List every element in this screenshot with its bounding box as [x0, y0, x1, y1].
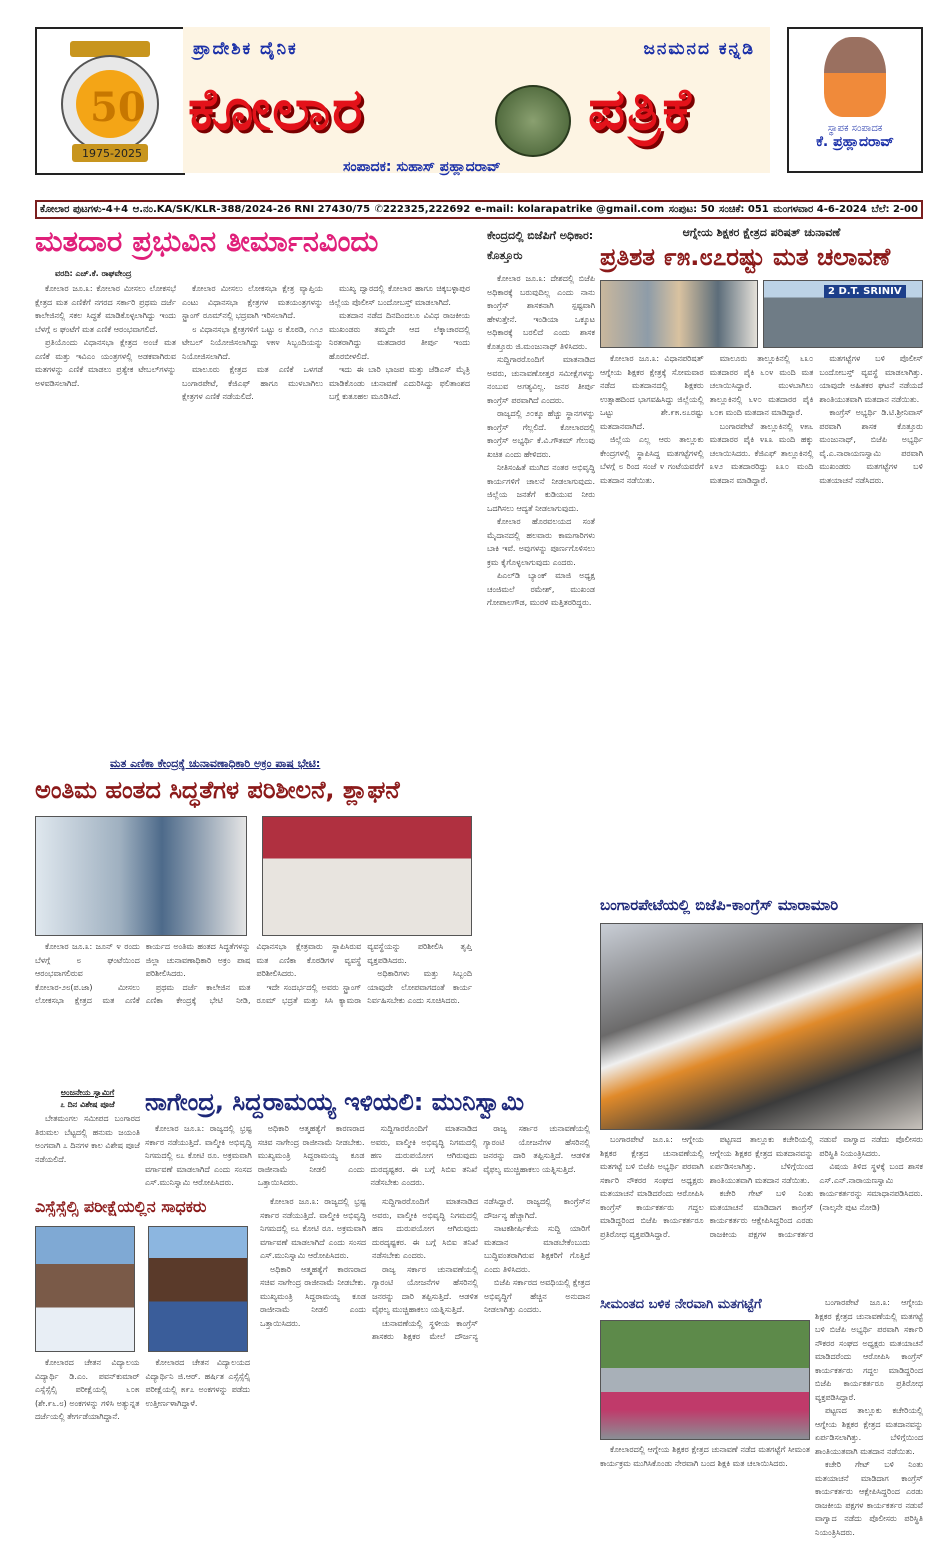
issue-info-bar [35, 200, 923, 219]
article-paragraph: ಜಿಲ್ಲೆಯ ಎಲ್ಲ ಆರು ತಾಲ್ಲೂಕು ಕೇಂದ್ರಗಳಲ್ಲಿ ಸ್ಥಾಪಿಸಿದ್ದ ಮತಗಟ್ಟೆಗಳಲ್ಲಿ ಬೆಳಗ್ಗೆ ೮ ರಿಂದ ಸಂಜೆ ೪ ಗಂಟೆಯವರೆಗೆ ಮತದಾನ ನಡೆಯಿತು. [600, 435, 704, 485]
article-paragraph: ಅಧಿಕಾರಿ ಆತ್ಮಹತ್ಯೆಗೆ ಕಾರಣರಾದ ಸಚಿವ ನಾಗೇಂದ್ರ ರಾಜೀನಾಮೆ ನೀಡಬೇಕು. ಮುಖ್ಯಮಂತ್ರಿ ಸಿದ್ದರಾಮಯ್ಯ ಕೂಡ ರಾಜೀನಾಮೆ ನೀಡಲಿ ಎಂದು ಒತ್ತಾಯಿಸಿದರು. [260, 1264, 366, 1328]
article-paragraph: ಇದು ಈ ಬಾರಿ ಭಾಜಪ ಮತ್ತು ಜೆಡಿಎಸ್ ಮೈತ್ರಿ ಮಾಡಿಕೊಂಡು ಚುನಾವಣೆ ಎದುರಿಸಿದ್ದು ಫಲಿತಾಂಶದ ಬಗ್ಗೆ ಕುತೂಹಲ ಮೂಡಿಸಿದೆ. [329, 365, 470, 401]
kotturu-article-body [487, 272, 595, 1187]
article-paragraph: ಪ್ರಥಮ ದರ್ಜೆ ಕಾಲೇಜಿನ ಮತ ಎಣಿಕಾ ಕೇಂದ್ರಕ್ಕೆ ಭೇಟಿ ನೀಡಿ, ವಿಧಾನಸಭಾ ಕ್ಷೇತ್ರವಾರು ಸ್ಥಾಪಿಸಿರುವ ಮತ ಎಣಿಕಾ ಕೊಠಡಿಗಳ ವ್ಯವಸ್ಥೆ ಪರಿಶೀಲಿಸಿದರು. [145, 942, 362, 1005]
phone-numbers: ✆222325,222692 [374, 204, 471, 215]
sslc-headline: ಎಸ್ಸೆಸ್ಸೆಲ್ಸಿ ಪರೀಕ್ಷೆಯಲ್ಲಿನ ಸಾಧಕರು [35, 1197, 207, 1216]
issue-date: ಮಂಗಳವಾರ 4-6-2024 [773, 204, 867, 215]
voter-headline: ಮತದಾರ ಪ್ರಭುವಿನ ತೀರ್ಮಾನವಿಂದು [35, 224, 379, 258]
article-paragraph: ಸುದ್ದಿಗಾರರೊಂದಿಗೆ ಮಾತನಾಡಿದ ಅವರು, ವಾಲ್ಮೀಕಿ ಅಭಿವೃದ್ಧಿ ನಿಗಮದಲ್ಲಿ ಹಣ ದುರುಪಯೋಗ ಆಗಿರುವುದು ದುರದೃಷ್ಟಕರ. ಈ ಬಗ್ಗೆ ಸಿಬಿಐ ತನಿಖೆ ನಡೆಸಬೇಕು ಎಂದರು. [372, 1197, 478, 1260]
tagline-right: ಜನಮನದ ಕನ್ನಡಿ [643, 39, 755, 59]
article-paragraph: ಮುಖ್ಯ ದ್ವಾರದಲ್ಲಿ ಕೋಲಾರ ಹಾಗೂ ಚಿಕ್ಕಬಳ್ಳಾಪುರ ಜಿಲ್ಲೆಯ ಪೊಲೀಸ್ ಬಂದೋಬಸ್ತ್ ಮಾಡಲಾಗಿದೆ. [329, 284, 470, 307]
voter-byline: ವರದಿ: ಎಚ್.ಕೆ. ರಾಘವೇಂದ್ರ [55, 269, 132, 278]
anjaneya-article-body [35, 1112, 140, 1194]
student-photo-girl [148, 1226, 248, 1352]
article-paragraph: ಕೋಲಾರ ಜೂ.೩: ರಾಜ್ಯದಲ್ಲಿ ಭ್ರಷ್ಟ ಸರ್ಕಾರ ನಡೆಯುತ್ತಿದೆ. ವಾಲ್ಮೀಕಿ ಅಭಿವೃದ್ಧಿ ನಿಗಮದಲ್ಲಿ ೮೭ ಕೋಟಿ ರೂ. ಅಕ್ರಮವಾಗಿ ವರ್ಗಾವಣೆ ಮಾಡಲಾಗಿದೆ ಎಂದು ಸಂಸದ ಎಸ್.ಮುನಿಸ್ವಾಮಿ ಆರೋಪಿಸಿದರು. [260, 1197, 366, 1260]
issue-number: ಸಂಚಿಕೆ: 051 [719, 204, 769, 215]
seemantha-headline: ಸೀಮಂತದ ಬಳಿಕ ನೇರವಾಗಿ ಮತಗಟ್ಟೆಗೆ [600, 1297, 762, 1312]
article-paragraph: ಕೋಲಾರ ಜೂ.೩: ಜೂನ್ ೪ ರಂದು ಬೆಳಗ್ಗೆ ೮ ಘಂಟೆಯಿಂದ ಆರಂಭವಾಗಲಿರುವ ಕೋಲಾರ-೨೮(ಪ.ಜಾ) ಮೀಸಲು ಲೋಕಸಭಾ ಕ್ಷೇತ್ರದ ಮತ ಎಣಿಕೆ ಕಾರ್ಯದ ಅಂತಿಮ ಹಂತದ ಸಿದ್ಧತೆಗಳನ್ನು ಜಿಲ್ಲಾ ಚುನಾವಣಾಧಿಕಾರಿ ಅಕ್ರಂ ಪಾಷ ಪರಿಶೀಲಿಸಿದರು. [35, 942, 251, 1005]
seemantha-caption [600, 1443, 810, 1540]
student-photo-boy [35, 1226, 135, 1352]
registration-number: ಆ.ನಂ.KA/SK/KLR-388/2024-26 RNI 27430/75 [132, 204, 371, 215]
article-paragraph: ಅಧಿಕಾರಿ ಆತ್ಮಹತ್ಯೆಗೆ ಕಾರಣರಾದ ಸಚಿವ ನಾಗೇಂದ್ರ ರಾಜೀನಾಮೆ ನೀಡಬೇಕು. ಮುಖ್ಯಮಂತ್ರಿ ಸಿದ್ದರಾಮಯ್ಯ ಕೂಡ ರಾಜೀನಾಮೆ ನೀಡಲಿ ಎಂದು ಒತ್ತಾಯಿಸಿದರು. [257, 1124, 365, 1187]
polling-booth-photo [763, 280, 923, 348]
founder-name: ಕೆ. ಪ್ರಹ್ಲಾದರಾವ್ [816, 134, 894, 150]
counting-hall-photo [262, 816, 472, 936]
article-paragraph: ಪಟ್ಟಣದ ತಾಲ್ಲೂಕು ಕಚೇರಿಯಲ್ಲಿ ಆಗ್ನೇಯ ಶಿಕ್ಷಕರ ಕ್ಷೇತ್ರದ ಮತದಾನವನ್ನು ಏರ್ಪಡಿಸಲಾಗಿತ್ತು. ಬೆಳಿಗ್ಗೆಯಿಂದ ಶಾಂತಿಯುತವಾಗಿ ಮತದಾನ ನಡೆಯಿತು. [815, 1406, 923, 1456]
article-paragraph: ಮತದಾನ ನಡೆದ ದಿನದಿಂದಲೂ ವಿವಿಧ ರಾಜಕೀಯ ಮುಖಂಡರು ತಮ್ಮದೇ ಆದ ಲೆಕ್ಕಾಚಾರದಲ್ಲಿ ನಿರತರಾಗಿದ್ದು ಮತದಾರರ ತೀರ್ಪು ಇಂದು ಹೊರಬೀಳಲಿದೆ. [329, 311, 470, 361]
clash-article-continued [815, 1296, 923, 1540]
clash-article-body [600, 1133, 923, 1293]
turnout-headline: ಪ್ರತಿಶತ ೯೫.೮೭ರಷ್ಟು ಮತ ಚಲಾವಣೆ [600, 243, 891, 271]
article-paragraph: ರಾಜ್ಯದಲ್ಲಿ ೨೦ಕ್ಕೂ ಹೆಚ್ಚು ಸ್ಥಾನಗಳನ್ನು ಕಾಂಗ್ರೆಸ್ ಗೆಲ್ಲಲಿದೆ. ಕೋಲಾರದಲ್ಲಿ ಕಾಂಗ್ರೆಸ್ ಅಭ್ಯರ್ಥಿ ಕೆ.ವಿ.ಗೌತಮ್ ಗೆಲುವು ಖಚಿತ ಎಂದು ಹೇಳಿದರು. [487, 409, 595, 459]
article-paragraph: ಕೋಲಾರ ಜೂ.೩: ರಾಜ್ಯದಲ್ಲಿ ಭ್ರಷ್ಟ ಸರ್ಕಾರ ನಡೆಯುತ್ತಿದೆ. ವಾಲ್ಮೀಕಿ ಅಭಿವೃದ್ಧಿ ನಿಗಮದಲ್ಲಿ ೮೭ ಕೋಟಿ ರೂ. ಅಕ್ರಮವಾಗಿ ವರ್ಗಾವಣೆ ಮಾಡಲಾಗಿದೆ ಎಂದು ಸಂಸದ ಎಸ್.ಮುನಿಸ್ವಾಮಿ ಆರೋಪಿಸಿದರು. [145, 1124, 252, 1187]
svg-text:50: 50 [90, 84, 146, 131]
tagline-left: ಪ್ರಾದೇಶಿಕ ದೈನಿಕ [193, 39, 298, 59]
article-paragraph: ನಾಟಕಶೀರ್ಷಿಕೆಯ ಸುದ್ದಿ ಯಾರಿಗೆ ಮತದಾನ ಮಾಡಬೇಕೆಂಬುದು ಬುದ್ಧಿವಂತರಾಗಿರುವ ಶಿಕ್ಷಕರಿಗೆ ಗೊತ್ತಿದೆ ಎಂದು ತಿಳಿಸಿದರು. [484, 1224, 590, 1274]
article-paragraph: ಸುದ್ದಿಗಾರರೊಂದಿಗೆ ಮಾತನಾಡಿದ ಅವರು, ವಾಲ್ಮೀಕಿ ಅಭಿವೃದ್ಧಿ ನಿಗಮದಲ್ಲಿ ಹಣ ದುರುಪಯೋಗ ಆಗಿರುವುದು ದುರದೃಷ್ಟಕರ. ಈ ಬಗ್ಗೆ ಸಿಬಿಐ ತನಿಖೆ ನಡೆಸಬೇಕು ಎಂದರು. [370, 1124, 478, 1187]
article-paragraph: ಅಧಿಕಾರಿಗಳು ಮತ್ತು ಸಿಬ್ಬಂದಿ ಯಾವುದೇ ಲೋಪವಾಗದಂತೆ ಕಾರ್ಯ ನಿರ್ವಹಿಸಬೇಕು ಎಂದು ಸೂಚಿಸಿದರು. [367, 969, 472, 1005]
counting-kicker: ಮತ ಎಣಿಕಾ ಕೇಂದ್ರಕ್ಕೆ ಚುನಾವಣಾಧಿಕಾರಿ ಅಕ್ರಂ ಪಾಷ ಭೇಟಿ: [110, 757, 321, 770]
emblem-seal-icon [495, 85, 571, 157]
golden-jubilee-emblem-icon [50, 36, 170, 166]
photo-caption: ಕೋಲಾರದಲ್ಲಿ ಆಗ್ನೇಯ ಶಿಕ್ಷಕರ ಕ್ಷೇತ್ರದ ಚುನಾವಣೆ ನಡೆದ ಮತಗಟ್ಟೆಗೆ ಸೀಮಂತ ಕಾರ್ಯಕ್ರಮ ಮುಗಿಸಿಕೊಂಡು ನೇರವಾಗಿ ಬಂದ ಶಿಕ್ಷಕಿ ಮತ ಚಲಾಯಿಸಿದರು. [600, 1445, 810, 1468]
founder-box [787, 27, 923, 173]
article-paragraph: ನೀತಿಸಂಹಿತೆ ಮುಗಿದ ನಂತರ ಅಭಿವೃದ್ಧಿ ಕಾರ್ಯಗಳಿಗೆ ಚಾಲನೆ ನೀಡಲಾಗುವುದು. ಜಿಲ್ಲೆಯ ಜನತೆಗೆ ಕುಡಿಯುವ ನೀರು ಒದಗಿಸಲು ಆದ್ಯತೆ ನೀಡಲಾಗುವುದು. [487, 463, 595, 513]
article-paragraph: ಕಚೇರಿ ಗೇಟ್ ಬಳಿ ನಿಂತು ಮತಯಾಚನೆ ಮಾಡಿದಾಗ ಕಾಂಗ್ರೆಸ್ ಕಾರ್ಯಕರ್ತರು ಆಕ್ಷೇಪಿಸಿದ್ದರಿಂದ ಎರಡು ರಾಜಕೀಯ ಪಕ್ಷಗಳ ಕಾರ್ಯಕರ್ತರ ನಡುವೆ ವಾಗ್ವಾದ ನಡೆದು ಪೊಲೀಸರು ಪರಿಸ್ಥಿತಿ ನಿಯಂತ್ರಿಸಿದರು. [709, 1135, 923, 1239]
article-paragraph: ಚುನಾವಣೆಯಲ್ಲಿ ಸ್ಥಳೀಯ ಕಾಂಗ್ರೆಸ್ ಶಾಸಕರು ಶಿಕ್ಷಕರ ಮೇಲೆ ದೌರ್ಜನ್ಯ ನಡೆಸಿದ್ದಾರೆ. ರಾಜ್ಯದಲ್ಲಿ ಕಾಂಗ್ರೆಸ್‌ನ ದೌರ್ಜನ್ಯ ಹೆಚ್ಚಾಗಿದೆ. [372, 1197, 590, 1341]
sslc-article-body [35, 1356, 250, 1540]
svg-text:1975-2025: 1975-2025 [82, 147, 142, 160]
founder-label: ಸ್ಥಾಪಕ ಸಂಪಾದಕ [827, 123, 883, 134]
article-paragraph: ಮತಗಟ್ಟೆಗಳ ಬಳಿ ಪೊಲೀಸ್ ಬಂದೋಬಸ್ತ್ ವ್ಯವಸ್ಥೆ ಮಾಡಲಾಗಿತ್ತು. ಯಾವುದೇ ಅಹಿತಕರ ಘಟನೆ ನಡೆಯದೆ ಶಾಂತಿಯುತವಾಗಿ ಮತದಾನ ನಡೆಯಿತು. [819, 354, 923, 404]
article-paragraph: ಕಾಂಗ್ರೆಸ್ ಅಭ್ಯರ್ಥಿ ಡಿ.ಟಿ.ಶ್ರೀನಿವಾಸ್ ಪರವಾಗಿ ಶಾಸಕ ಕೊತ್ತೂರು ಮಂಜುನಾಥ್, ಬಿಜೆಪಿ ಅಭ್ಯರ್ಥಿ ವೈ.ಎ.ನಾರಾಯಣಸ್ವಾಮಿ ಪರವಾಗಿ ಮುಖಂಡರು ಮತಗಟ್ಟೆಗಳ ಬಳಿ ಮತಯಾಚನೆ ನಡೆಸಿದರು. [819, 408, 923, 485]
article-paragraph: ಪಿಎಲ್‌ಡಿ ಬ್ಯಾಂಕ್ ಮಾಜಿ ಅಧ್ಯಕ್ಷ ಚಂಜಿಮಲೆ ರಮೇಶ್, ಮುಖಂಡ ಗೋಪಾಲಗೌಡ, ಮುರಳಿ ಮತ್ತಿತರರಿದ್ದರು. [487, 571, 595, 607]
kotturu-headline: ಕೇಂದ್ರದಲ್ಲಿ ಬಿಜೆಪಿಗೆ ಅಧಿಕಾರ: ಕೊತ್ತೂರು [487, 229, 594, 262]
seemantha-voter-photo [600, 1320, 810, 1440]
article-paragraph: ಕೋಲಾರ ಜೂ.೩: ಕೋಲಾರ ಮೀಸಲು ಲೋಕಸಭೆ ಕ್ಷೇತ್ರದ ಮತ ಎಣಿಕೆಗೆ ನಗರದ ಸರ್ಕಾರಿ ಪ್ರಥಮ ದರ್ಜೆ ಕಾಲೇಜಿನಲ್ಲಿ ಸಕಲ ಸಿದ್ಧತೆ ಮಾಡಿಕೊಳ್ಳಲಾಗಿದ್ದು ಇಂದು ಬೆಳಗ್ಗೆ ೮ ಘಂಟೆಗೆ ಮತ ಎಣಿಕೆ ಆರಂಭವಾಗಲಿದೆ. [35, 284, 176, 334]
article-paragraph: ಕೋಲಾರದ ಚೇತನ ವಿದ್ಯಾಲಯ ವಿದ್ಯಾರ್ಥಿ ಡಿ.ಎಂ. ಪವನ್‌ಕುಮಾರ್ ಎಸ್ಸೆಸ್ಸೆಲ್ಸಿ ಪರೀಕ್ಷೆಯಲ್ಲಿ ೬೦೫ (ಶೇ.೯೬.೮) ಅಂಕಗಳನ್ನು ಗಳಿಸಿ ಅತ್ಯುನ್ನತ ದರ್ಜೆಯಲ್ಲಿ ತೇರ್ಗಡೆಯಾಗಿದ್ದಾನೆ. [35, 1358, 140, 1421]
turnout-article-body [600, 352, 923, 892]
article-paragraph: ಬಂಗಾರಪೇಟೆ ತಾಲ್ಲೂಕಿನಲ್ಲಿ ೪೫೬ ಮತದಾರರ ಪೈಕಿ ೪೩೩ ಮಂದಿ ಹಕ್ಕು ಚಲಾಯಿಸಿದರು. ಕೆಜಿಎಫ್ ತಾಲ್ಲೂಕಿನಲ್ಲಿ ೩೪೨ ಮತದಾರರಿದ್ದು ೩೩೦ ಮಂದಿ ಮತದಾನ ಮಾಡಿದ್ದಾರೆ. [709, 421, 814, 485]
newspaper-title-left: ಕೋಲಾರ [188, 75, 365, 143]
article-paragraph: ೮ ವಿಧಾನಸಭಾ ಕ್ಷೇತ್ರಗಳಿಗೆ ಒಟ್ಟು ೮ ಕೊಠಡಿ, ೧೧೨ ಟೇಬಲ್ ನಿಯೋಜಿಸಲಾಗಿದ್ದು ೪೫೪ ಸಿಬ್ಬಂದಿಯನ್ನು ನಿಯೋಜಿಸಲಾಗಿದೆ. [182, 324, 323, 361]
article-paragraph: ಮಾಲೂರು ತಾಲ್ಲೂಕಿನಲ್ಲಿ ೬೩೦ ಮತದಾರರ ಪೈಕಿ ೬೦೪ ಮಂದಿ ಮತ ಚಲಾಯಿಸಿದ್ದಾರೆ. ಮುಳಬಾಗಿಲು ತಾಲ್ಲೂಕಿನಲ್ಲಿ ೬೪೦ ಮತದಾರರ ಪೈಕಿ ೬೦೫ ಮಂದಿ ಮತದಾನ ಮಾಡಿದ್ದಾರೆ. [709, 354, 814, 417]
counting-headline: ಅಂತಿಮ ಹಂತದ ಸಿದ್ಧತೆಗಳ ಪರಿಶೀಲನೆ, ಶ್ಲಾಘನೆ [35, 776, 400, 804]
turnout-kicker: ಆಗ್ನೇಯ ಶಿಕ್ಷಕರ ಕ್ಷೇತ್ರದ ಪರಿಷತ್ ಚುನಾವಣೆ [682, 226, 841, 239]
voting-queue-photo [600, 280, 758, 348]
article-paragraph: ಕೋಲಾರದ ಚೇತನ ವಿದ್ಯಾಲಯದ ವಿದ್ಯಾರ್ಥಿನಿ ಜಿ.ಆರ್. ಹರ್ಷಿತ ಎಸ್ಸೆಸ್ಸೆಲ್ಸಿ ಪರೀಕ್ಷೆಯಲ್ಲಿ ೫೯೭ ಅಂಕಗಳನ್ನು ಪಡೆದು ಉತ್ತೀರ್ಣಳಾಗಿದ್ದಾಳೆ. [145, 1358, 250, 1408]
article-paragraph: ಮಾಲೂರು ಕ್ಷೇತ್ರದ ಮತ ಎಣಿಕೆ ಒಳಗಡೆ ಬಂಗಾರಪೇಟೆ, ಕೆಜಿಎಫ್ ಹಾಗೂ ಮುಳಬಾಗಿಲು ಕ್ಷೇತ್ರಗಳ ಎಣಿಕೆ ನಡೆಯಲಿದೆ. [182, 365, 323, 401]
anjaneya-title: ೭ ದಿನ ವಿಶೇಷ ಪೂಜೆ [60, 1100, 115, 1109]
article-paragraph: ಕಚೇರಿ ಗೇಟ್ ಬಳಿ ನಿಂತು ಮತಯಾಚನೆ ಮಾಡಿದಾಗ ಕಾಂಗ್ರೆಸ್ ಕಾರ್ಯಕರ್ತರು ಆಕ್ಷೇಪಿಸಿದ್ದರಿಂದ ಎರಡು ರಾಜಕೀಯ ಪಕ್ಷಗಳ ಕಾರ್ಯಕರ್ತರ ನಡುವೆ ವಾಗ್ವಾದ ನಡೆದು ಪೊಲೀಸರು ಪರಿಸ್ಥಿತಿ ನಿಯಂತ್ರಿಸಿದರು. [815, 1460, 923, 1537]
voter-article-body [35, 282, 470, 752]
clash-crowd-photo [600, 923, 923, 1130]
munishwamy-article-body [260, 1195, 590, 1540]
article-paragraph: ಕೋಲಾರ ಮೀಸಲು ಲೋಕಸಭಾ ಕ್ಷೇತ್ರ ವ್ಯಾಪ್ತಿಯ ಎಂಟು ವಿಧಾನಸಭಾ ಕ್ಷೇತ್ರಗಳ ಮತಯಂತ್ರಗಳನ್ನು ಸ್ಟ್ರಾಂಗ್ ರೂಮ್‌ನಲ್ಲಿ ಭದ್ರವಾಗಿ ಇರಿಸಲಾಗಿದೆ. [182, 284, 323, 320]
email-address[interactable]: e-mail: kolarapatrike @gmail.com [474, 204, 665, 215]
munishwamy-headline: ನಾಗೇಂದ್ರ, ಸಿದ್ದರಾಮಯ್ಯ ಇಳಿಯಲಿ: ಮುನಿಸ್ವಾಮಿ [145, 1088, 525, 1116]
article-paragraph: ಕೋಲಾರ ಜೂ.೩: ವಿಧಾನಪರಿಷತ್ ಆಗ್ನೇಯ ಶಿಕ್ಷಕರ ಕ್ಷೇತ್ರಕ್ಕೆ ಸೋಮವಾರ ನಡೆದ ಮತದಾನದಲ್ಲಿ ಶಿಕ್ಷಕರು ಉತ್ಸಾಹದಿಂದ ಭಾಗವಹಿಸಿದ್ದು ಜಿಲ್ಲೆಯಲ್ಲಿ ಒಟ್ಟು ಶೇ.೯೫.೮೭ರಷ್ಟು ಮತದಾನವಾಗಿದೆ. [600, 354, 704, 431]
article-paragraph: ಪ್ರತಿಯೊಂದು ವಿಧಾನಸಭಾ ಕ್ಷೇತ್ರದ ಅಂಚೆ ಮತ ಎಣಿಕೆ ಮತ್ತು ಇವಿಎಂ ಯಂತ್ರಗಳಲ್ಲಿ ಅಡಕವಾಗಿರುವ ಮತಗಳನ್ನು ಎಣಿಕೆ ಮಾಡಲು ಪ್ರತ್ಯೇಕ ಟೇಬಲ್‌ಗಳನ್ನು ಅಳವಡಿಸಲಾಗಿದೆ. [35, 338, 176, 388]
article-paragraph: ರಾಜ್ಯ ಸರ್ಕಾರ ಚುನಾವಣೆಯಲ್ಲಿ ಗ್ಯಾರಂಟಿ ಯೋಜನೆಗಳ ಹೆಸರಿನಲ್ಲಿ ಜನರನ್ನು ದಾರಿ ತಪ್ಪಿಸುತ್ತಿದೆ. ಆಡಳಿತ ವೈಫಲ್ಯ ಮುಚ್ಚಿಹಾಕಲು ಯತ್ನಿಸುತ್ತಿದೆ. [483, 1124, 590, 1174]
founder-portrait [824, 37, 886, 117]
article-paragraph: ವಿಷಯ ತಿಳಿದ ಸ್ಥಳಕ್ಕೆ ಬಂದ ಶಾಸಕ ಎಸ್.ಎನ್.ನಾರಾಯಣಸ್ವಾಮಿ ಕಾರ್ಯಕರ್ತರನ್ನು ಸಮಾಧಾನಪಡಿಸಿದರು. (ನಾಲ್ಕನೇ ಪುಟ ನೋಡಿ) [819, 1162, 923, 1212]
article-paragraph: ಕೋಲಾರ ಹೊರವಲಯದ ಸಂತೆ ಮೈದಾನದಲ್ಲಿ ಹಲವಾರು ಕಾಮಗಾರಿಗಳು ಬಾಕಿ ಇವೆ. ಅವುಗಳನ್ನು ಪೂರ್ಣಗೊಳಿಸಲು ಕ್ರಮ ಕೈಗೊಳ್ಳಲಾಗುವುದು ಎಂದರು. [487, 517, 595, 567]
candidate-banner: 2 D.T. SRINIV [824, 285, 906, 298]
article-paragraph: ಸುದ್ದಿಗಾರರೊಂದಿಗೆ ಮಾತನಾಡಿದ ಅವರು, ಚುನಾವಣೋತ್ತರ ಸಮೀಕ್ಷೆಗಳನ್ನು ನಂಬುವ ಅಗತ್ಯವಿಲ್ಲ. ಜನರ ತೀರ್ಪು ಕಾಂಗ್ರೆಸ್ ಪರವಾಗಿದೆ ಎಂದರು. [487, 355, 595, 405]
volume-number: ಸಂಪುಟ: 50 [668, 204, 715, 215]
article-paragraph: ಬೇತಮಂಗಲ ಸಮೀಪದ ಬಂಗಾರದ ತಿರುಮಲ ಬೆಟ್ಟದಲ್ಲಿ ಹನುಮ ಜಯಂತಿ ಅಂಗವಾಗಿ ೭ ದಿನಗಳ ಕಾಲ ವಿಶೇಷ ಪೂಜೆ ನಡೆಯಲಿದೆ. [35, 1114, 140, 1164]
editor-credit: ಸಂಪಾದಕ: ಸುಹಾಸ್ ಪ್ರಹ್ಲಾದರಾವ್ [343, 159, 501, 175]
article-paragraph: ಬಿಜೆಪಿ ಸರ್ಕಾರದ ಅವಧಿಯಲ್ಲಿ ಕ್ಷೇತ್ರದ ಅಭಿವೃದ್ಧಿಗೆ ಹೆಚ್ಚಿನ ಅನುದಾನ ನೀಡಲಾಗಿತ್ತು ಎಂದರು. [484, 1278, 590, 1314]
munishwamy-article-body-top [145, 1122, 590, 1192]
price: ಬೆಲೆ: 2-00 [871, 204, 918, 215]
article-paragraph: ರಾಜ್ಯ ಸರ್ಕಾರ ಚುನಾವಣೆಯಲ್ಲಿ ಗ್ಯಾರಂಟಿ ಯೋಜನೆಗಳ ಹೆಸರಿನಲ್ಲಿ ಜನರನ್ನು ದಾರಿ ತಪ್ಪಿಸುತ್ತಿದೆ. ಆಡಳಿತ ವೈಫಲ್ಯ ಮುಚ್ಚಿಹಾಕಲು ಯತ್ನಿಸುತ್ತಿದೆ. [372, 1264, 478, 1314]
anjaneya-kicker: ಅಂಜನೇಯ ಸ್ವಾಮಿಗೆ [60, 1088, 115, 1097]
article-paragraph: ಬಂಗಾರಪೇಟೆ ಜೂ.೩: ಆಗ್ನೇಯ ಶಿಕ್ಷಕರ ಕ್ಷೇತ್ರದ ಚುನಾವಣೆಯಲ್ಲಿ ಮತಗಟ್ಟೆ ಬಳಿ ಬಿಜೆಪಿ ಅಭ್ಯರ್ಥಿ ಪರವಾಗಿ ಸರ್ಕಾರಿ ನೌಕರರ ಸಂಘದ ಅಧ್ಯಕ್ಷರು ಮತಯಾಚನೆ ಮಾಡಿದರೆಂದು ಆರೋಪಿಸಿ ಕಾಂಗ್ರೆಸ್ ಕಾರ್ಯಕರ್ತರು ಗದ್ದಲ ಮಾಡಿದ್ದರಿಂದ ಬಿಜೆಪಿ ಕಾರ್ಯಕರ್ತರೂ ಪ್ರತಿರೋಧ ವ್ಯಕ್ತಪಡಿಸಿದ್ದಾರೆ. [815, 1298, 923, 1402]
masthead-banner [183, 27, 770, 173]
officials-inspection-photo [35, 816, 247, 936]
counting-article-body [35, 940, 472, 1085]
newspaper-title-right: ಪತ್ರಿಕೆ [588, 75, 693, 143]
article-paragraph: ಬಂಗಾರಪೇಟೆ ಜೂ.೩: ಆಗ್ನೇಯ ಶಿಕ್ಷಕರ ಕ್ಷೇತ್ರದ ಚುನಾವಣೆಯಲ್ಲಿ ಮತಗಟ್ಟೆ ಬಳಿ ಬಿಜೆಪಿ ಅಭ್ಯರ್ಥಿ ಪರವಾಗಿ ಸರ್ಕಾರಿ ನೌಕರರ ಸಂಘದ ಅಧ್ಯಕ್ಷರು ಮತಯಾಚನೆ ಮಾಡಿದರೆಂದು ಆರೋಪಿಸಿ ಕಾಂಗ್ರೆಸ್ ಕಾರ್ಯಕರ್ತರು ಗದ್ದಲ ಮಾಡಿದ್ದರಿಂದ ಬಿಜೆಪಿ ಕಾರ್ಯಕರ್ತರೂ ಪ್ರತಿರೋಧ ವ್ಯಕ್ತಪಡಿಸಿದ್ದಾರೆ. [600, 1135, 704, 1239]
article-paragraph: ಕೋಲಾರ ಜೂ.೩: ದೇಶದಲ್ಲಿ ಬಿಜೆಪಿ ಅಧಿಕಾರಕ್ಕೆ ಬರುವುದಿಲ್ಲ ಎಂದು ನಾನು ಕಾಂಗ್ರೆಸ್ ಶಾಸಕನಾಗಿ ಸ್ಪಷ್ಟವಾಗಿ ಹೇಳುತ್ತೇನೆ. ಇಂಡಿಯಾ ಒಕ್ಕೂಟ ಅಧಿಕಾರಕ್ಕೆ ಬರಲಿದೆ ಎಂದು ಶಾಸಕ ಕೊತ್ತೂರು ಜಿ.ಮಂಜುನಾಥ್ ತಿಳಿಸಿದರು. [487, 274, 595, 351]
clash-headline: ಬಂಗಾರಪೇಟೆಯಲ್ಲಿ ಬಿಜೆಪಿ-ಕಾಂಗ್ರೆಸ್ ಮಾರಾಮಾರಿ [600, 896, 839, 914]
article-paragraph: ಪಟ್ಟಣದ ತಾಲ್ಲೂಕು ಕಚೇರಿಯಲ್ಲಿ ಆಗ್ನೇಯ ಶಿಕ್ಷಕರ ಕ್ಷೇತ್ರದ ಮತದಾನವನ್ನು ಏರ್ಪಡಿಸಲಾಗಿತ್ತು. ಬೆಳಿಗ್ಗೆಯಿಂದ ಶಾಂತಿಯುತವಾಗಿ ಮತದಾನ ನಡೆಯಿತು. [709, 1135, 814, 1185]
article-paragraph: ಇದೇ ಸಂದರ್ಭದಲ್ಲಿ ಅವರು ಸ್ಟ್ರಾಂಗ್ ರೂಮ್ ಭದ್ರತೆ ಮತ್ತು ಸಿಸಿ ಕ್ಯಾಮರಾ ವ್ಯವಸ್ಥೆಯನ್ನು ಪರಿಶೀಲಿಸಿ ತೃಪ್ತಿ ವ್ಯಕ್ತಪಡಿಸಿದರು. [256, 942, 472, 1005]
page-count: ಕೋಲಾರ ಪುಟಗಳು-4+4 [40, 204, 129, 215]
anniversary-logo [35, 27, 185, 175]
